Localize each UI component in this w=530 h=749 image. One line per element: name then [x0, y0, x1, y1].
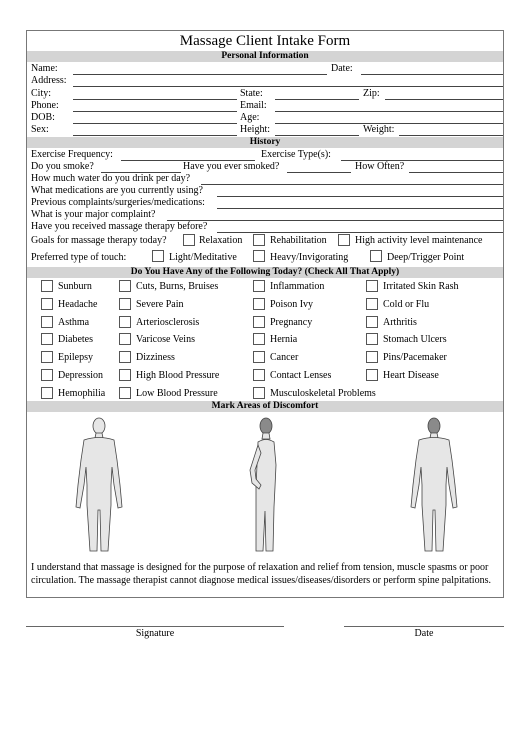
dob-label: DOB:	[31, 112, 55, 123]
medications-field[interactable]	[217, 196, 503, 197]
smoke-label: Do you smoke?	[31, 161, 94, 172]
body-figure-back[interactable]	[407, 415, 461, 555]
condition-label: Varicose Veins	[136, 334, 195, 346]
condition-label: Contact Lenses	[270, 370, 332, 381]
goals-label: Goals for massage therapy today?	[31, 235, 167, 246]
condition-label: Severe Pain	[136, 298, 184, 310]
condition-label: Arteriosclerosis	[136, 316, 200, 328]
body-figure-side[interactable]	[239, 415, 293, 555]
goal-relaxation-checkbox[interactable]	[183, 234, 195, 246]
weight-field[interactable]	[399, 135, 503, 136]
condition-label: High Blood Pressure	[136, 370, 220, 381]
goal-rehabilitation-checkbox[interactable]	[253, 234, 265, 246]
condition-label: Musculoskeletal Problems	[270, 387, 376, 399]
email-field[interactable]	[275, 111, 503, 112]
condition-label: Low Blood Pressure	[136, 387, 218, 399]
touch-light-label: Light/Meditative	[169, 252, 237, 263]
condition-label: Asthma	[58, 316, 90, 328]
condition-label: Diabetes	[58, 334, 93, 346]
section-personal-header: Personal Information	[27, 51, 503, 62]
major-complaint-label: What is your major complaint?	[31, 209, 156, 220]
condition-label: Heart Disease	[383, 370, 439, 381]
condition-checkbox[interactable]	[119, 316, 131, 328]
previous-label: Previous complaints/surgeries/medications:	[31, 197, 205, 208]
how-often-field[interactable]	[409, 172, 503, 173]
condition-checkbox[interactable]	[366, 316, 378, 328]
condition-checkbox[interactable]	[253, 298, 265, 310]
dob-field[interactable]	[73, 123, 237, 124]
ever-smoked-field[interactable]	[287, 172, 351, 173]
condition-checkbox[interactable]	[253, 316, 265, 328]
condition-label: Irritated Skin Rash	[383, 281, 459, 292]
condition-label: Poison Ivy	[270, 298, 314, 310]
condition-label: Sunburn	[58, 281, 92, 292]
condition-label: Dizziness	[136, 352, 175, 364]
condition-checkbox[interactable]	[366, 333, 378, 345]
phone-label: Phone:	[31, 100, 59, 111]
condition-checkbox[interactable]	[253, 351, 265, 363]
goal-relaxation-label: Relaxation	[199, 235, 243, 246]
sex-label: Sex:	[31, 124, 49, 135]
condition-label: Epilepsy	[58, 352, 93, 364]
condition-checkbox[interactable]	[41, 387, 53, 399]
section-conditions-header: Do You Have Any of the Following Today? (Check All That Apply)	[27, 267, 503, 278]
zip-label: Zip:	[363, 88, 380, 99]
address-field[interactable]	[73, 86, 503, 87]
received-field[interactable]	[217, 232, 503, 233]
condition-checkbox[interactable]	[41, 351, 53, 363]
condition-label: Inflammation	[270, 281, 325, 292]
sex-field[interactable]	[73, 135, 237, 136]
city-field[interactable]	[73, 99, 237, 100]
condition-checkbox[interactable]	[253, 333, 265, 345]
water-field[interactable]	[201, 184, 503, 185]
date-signature-line[interactable]	[344, 626, 504, 627]
condition-checkbox[interactable]	[119, 369, 131, 381]
condition-checkbox[interactable]	[41, 333, 53, 345]
condition-label: Depression	[58, 370, 103, 381]
touch-deep-label: Deep/Trigger Point	[387, 252, 465, 263]
ever-smoked-label: Have you ever smoked?	[183, 161, 280, 172]
condition-label: Headache	[58, 298, 98, 310]
condition-label: Cancer	[270, 352, 299, 364]
weight-label: Weight:	[363, 124, 395, 135]
goal-rehabilitation-label: Rehabilitation	[270, 235, 327, 246]
touch-label: Preferred type of touch:	[31, 252, 127, 263]
condition-checkbox[interactable]	[119, 387, 131, 399]
exercise-types-label: Exercise Type(s):	[261, 149, 331, 160]
condition-checkbox[interactable]	[41, 280, 53, 292]
date-field[interactable]	[361, 74, 503, 75]
state-label: State:	[240, 88, 263, 99]
medications-label: What medications are you currently using?	[31, 185, 203, 196]
date-signature-label: Date	[414, 628, 434, 639]
name-field[interactable]	[73, 74, 327, 75]
state-field[interactable]	[275, 99, 359, 100]
condition-checkbox[interactable]	[253, 369, 265, 381]
received-label: Have you received massage therapy before?	[31, 221, 208, 232]
condition-checkbox[interactable]	[41, 369, 53, 381]
condition-checkbox[interactable]	[119, 298, 131, 310]
condition-checkbox[interactable]	[253, 387, 265, 399]
height-label: Height:	[240, 124, 270, 135]
condition-label: Arthritis	[383, 316, 417, 328]
condition-label: Hernia	[270, 334, 298, 346]
condition-checkbox[interactable]	[253, 280, 265, 292]
intake-form	[26, 30, 504, 598]
form-title: Massage Client Intake Form	[179, 33, 351, 49]
disclaimer-text: I understand that massage is designed for the purpose of relaxation and relief from tension, muscle spasms or poor circulation. The massage therapist cannot diagnose medical issues/diseases/disorders or perform spine palpitations.	[31, 562, 491, 586]
condition-label: Cold or Flu	[383, 298, 430, 310]
condition-label: Pins/Pacemaker	[383, 352, 447, 364]
condition-label: Hemophilia	[58, 387, 106, 399]
condition-checkbox[interactable]	[366, 369, 378, 381]
condition-label: Cuts, Burns, Bruises	[136, 281, 219, 292]
condition-checkbox[interactable]	[41, 316, 53, 328]
goal-maintenance-label: High activity level maintenance	[355, 235, 483, 246]
condition-checkbox[interactable]	[366, 298, 378, 310]
age-label: Age:	[240, 112, 260, 123]
touch-light-checkbox[interactable]	[152, 250, 164, 262]
height-field[interactable]	[275, 135, 359, 136]
touch-deep-checkbox[interactable]	[370, 250, 382, 262]
zip-field[interactable]	[385, 99, 503, 100]
touch-heavy-label: Heavy/Invigorating	[270, 252, 349, 263]
touch-heavy-checkbox[interactable]	[253, 250, 265, 262]
phone-field[interactable]	[73, 111, 237, 112]
signature-line[interactable]	[26, 626, 284, 627]
condition-checkbox[interactable]	[366, 351, 378, 363]
how-often-label: How Often?	[355, 161, 405, 172]
section-history-header: History	[27, 137, 503, 148]
date-label: Date:	[331, 63, 353, 74]
exercise-frequency-label: Exercise Frequency:	[31, 149, 113, 160]
email-label: Email:	[240, 100, 267, 111]
signature-label: Signature	[135, 628, 175, 639]
condition-checkbox[interactable]	[366, 280, 378, 292]
condition-label: Pregnancy	[270, 316, 313, 328]
condition-checkbox[interactable]	[119, 280, 131, 292]
water-label: How much water do you drink per day?	[31, 173, 191, 184]
condition-checkbox[interactable]	[41, 298, 53, 310]
previous-field[interactable]	[217, 208, 503, 209]
major-complaint-field[interactable]	[167, 220, 503, 221]
condition-label: Stomach Ulcers	[383, 334, 447, 346]
condition-checkbox[interactable]	[119, 351, 131, 363]
address-label: Address:	[31, 75, 67, 86]
body-figure-front[interactable]	[72, 415, 126, 555]
section-discomfort-header: Mark Areas of Discomfort	[27, 401, 503, 412]
goal-maintenance-checkbox[interactable]	[338, 234, 350, 246]
condition-checkbox[interactable]	[119, 333, 131, 345]
city-label: City:	[31, 88, 52, 99]
name-label: Name:	[31, 63, 58, 74]
